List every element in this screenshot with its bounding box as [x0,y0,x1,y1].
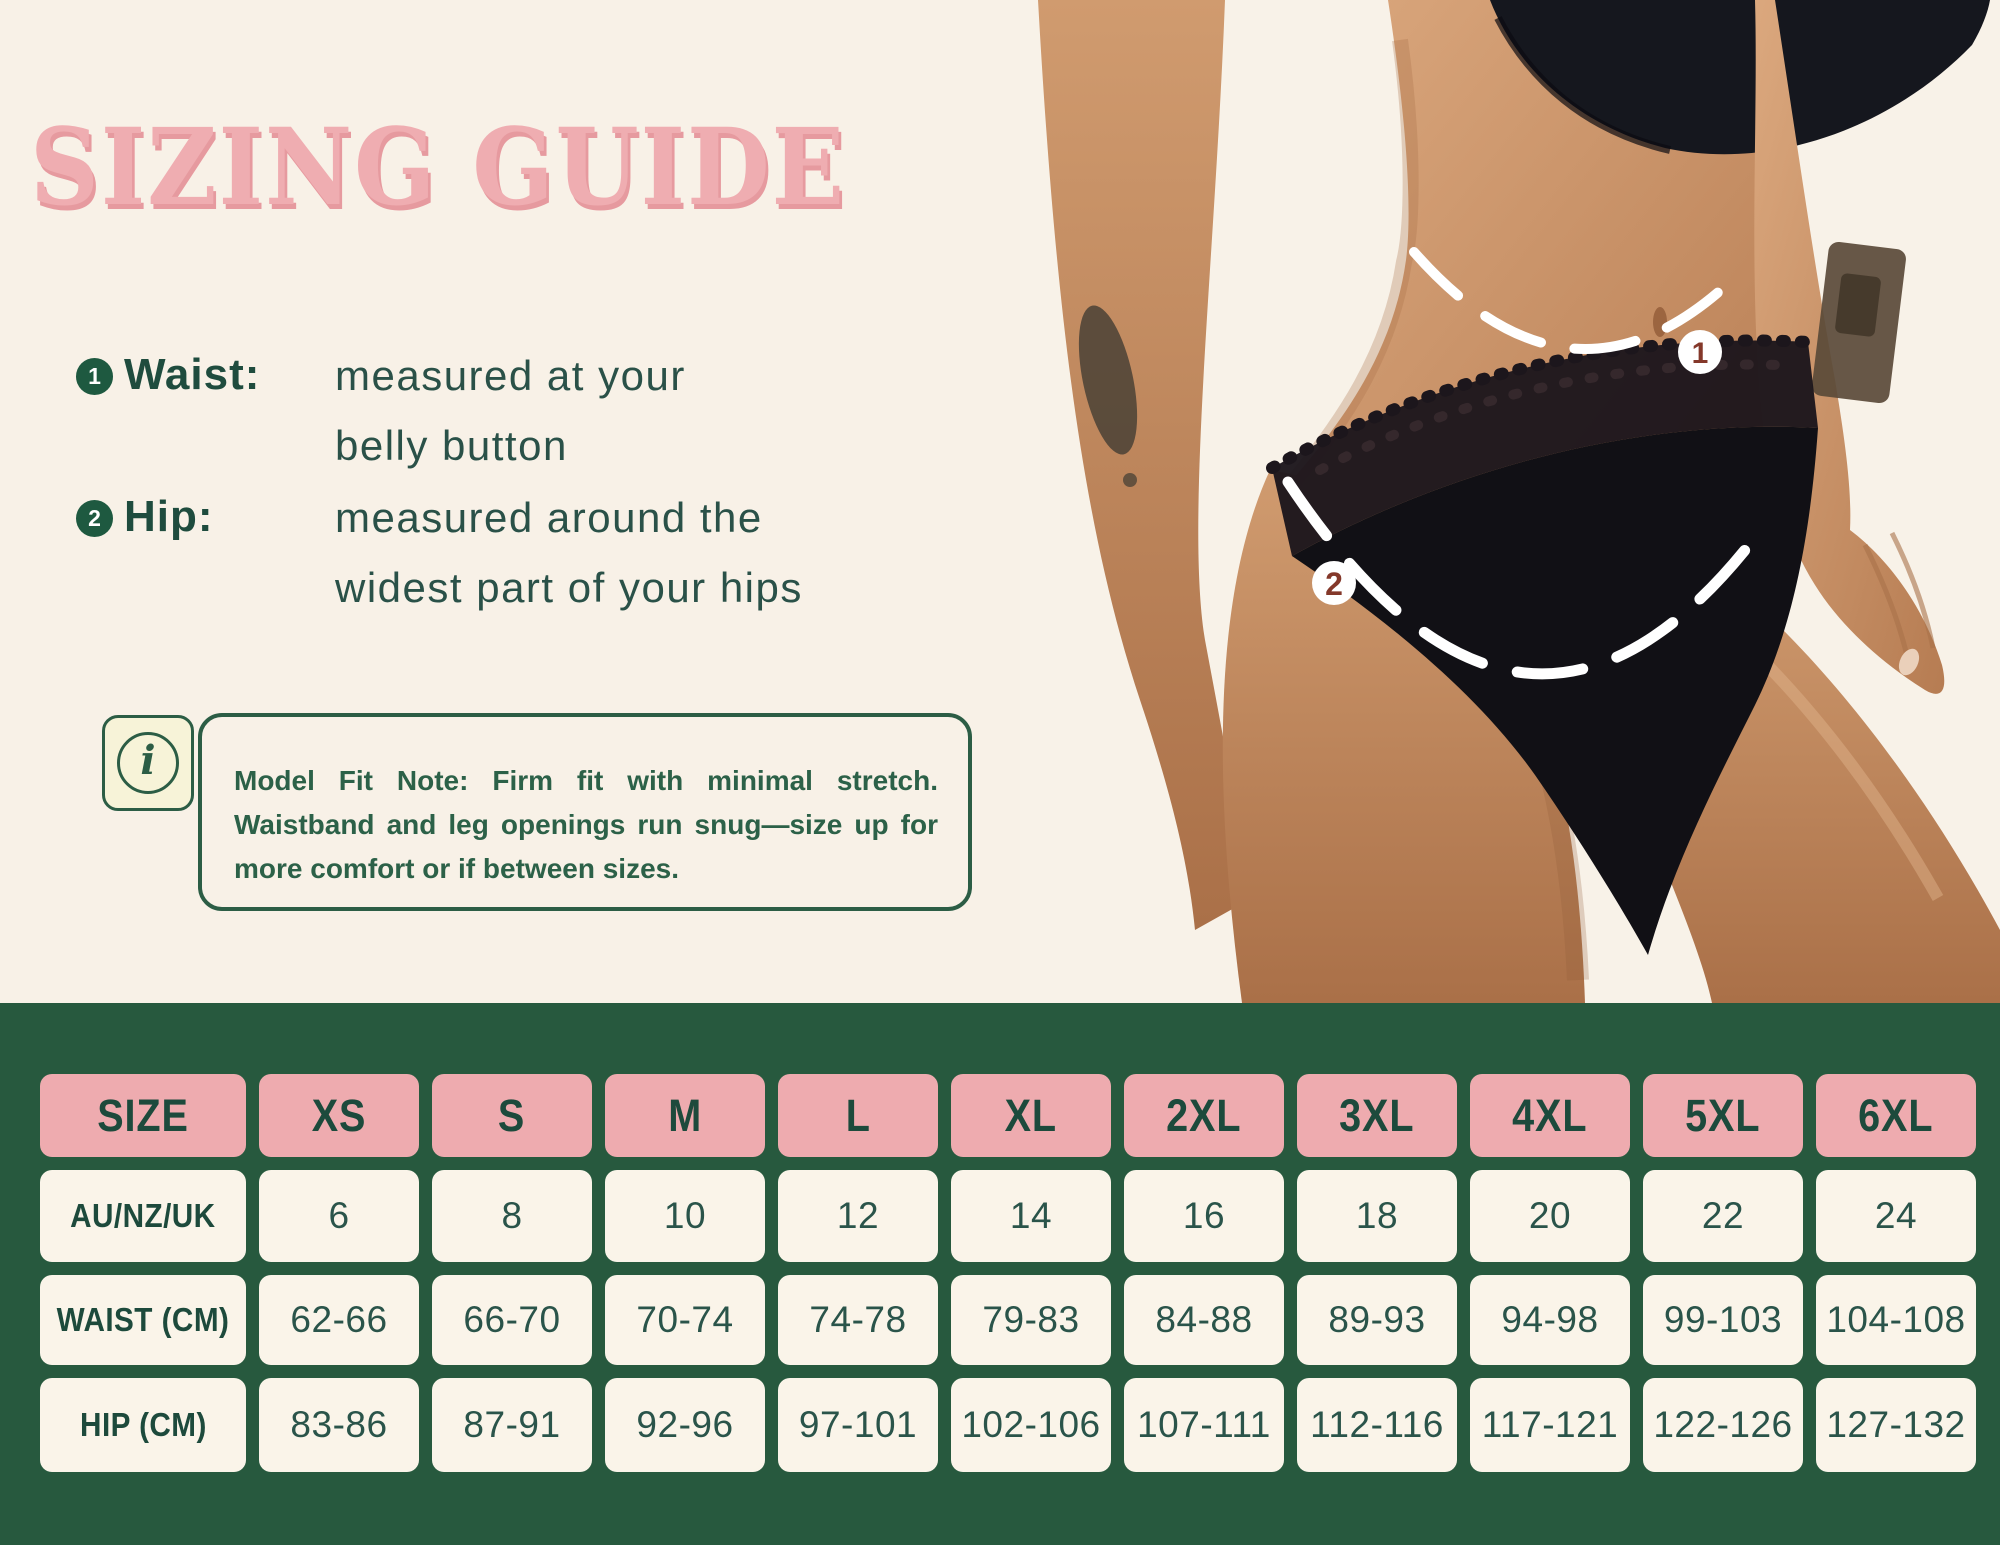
cell-value: 94-98 [1501,1299,1599,1340]
fit-note-text: Model Fit Note: Firm fit with minimal stretch. Waistband and leg openings run snug—size up for more comfort or if between sizes. [234,765,938,884]
cell-value: 117-121 [1481,1404,1619,1445]
header-label: 4XL [1512,1089,1588,1141]
header-label: SIZE [97,1089,189,1141]
table-cell [432,1275,592,1365]
hip-marker-number: 2 [1325,566,1343,602]
table-cell [1124,1170,1284,1262]
header-label: XL [1004,1089,1058,1141]
header-label: XS [311,1089,367,1141]
cell-value: 104-108 [1826,1299,1966,1340]
table-cell [1124,1275,1284,1365]
table-header-size [40,1074,246,1157]
table-cell [432,1170,592,1262]
info-icon-glyph: i [117,732,179,794]
header-label: 2XL [1166,1089,1242,1141]
size-table-panel [0,1003,2000,1545]
row-label-au-nz-uk [40,1170,246,1262]
table-cell [951,1378,1111,1472]
waist-label: Waist: [124,350,261,399]
cell-value: 66-70 [463,1299,561,1340]
header-label: M [668,1089,702,1141]
waist-marker-number: 1 [1691,337,1709,370]
table-header-m [605,1074,765,1157]
cell-value: 83-86 [290,1404,388,1445]
cell-value: 89-93 [1328,1299,1426,1340]
table-cell [1297,1275,1457,1365]
cell-value: 122-126 [1653,1404,1793,1445]
table-cell [1816,1275,1976,1365]
cell-value: 92-96 [636,1404,734,1445]
waist-number-badge [76,358,113,395]
row-label-waist-cm [40,1275,246,1365]
cell-value: 70-74 [636,1299,734,1340]
cell-value: 127-132 [1826,1404,1966,1445]
table-cell [1643,1170,1803,1262]
waist-marker [1678,330,1722,374]
table-cell [259,1170,419,1262]
hip-number-badge [76,500,113,537]
table-cell [605,1170,765,1262]
cell-value: 8 [501,1195,523,1236]
waist-number: 1 [88,363,101,389]
cell-value: 24 [1874,1195,1918,1236]
hip-desc-line2: widest part of your hips [335,564,803,611]
table-cell [605,1378,765,1472]
cell-value: 102-106 [961,1404,1101,1445]
table-cell [1643,1275,1803,1365]
header-label: L [845,1089,871,1141]
header-label: 6XL [1858,1089,1934,1141]
table-cell [259,1275,419,1365]
table-cell [1124,1378,1284,1472]
cell-value: 112-116 [1310,1404,1444,1445]
cell-value: 16 [1182,1195,1226,1236]
hip-label: Hip: [124,492,214,541]
cell-value: 97-101 [798,1404,918,1445]
belly-button [1653,307,1667,337]
right-arm-tattoo-detail [1834,273,1881,337]
row-label-hip-cm [40,1378,246,1472]
hip-marker [1312,561,1356,605]
cell-value: 62-66 [290,1299,388,1340]
table-header-s [432,1074,592,1157]
row-label: HIP (CM) [79,1406,207,1443]
table-header-4xl [1470,1074,1630,1157]
cell-value: 14 [1009,1195,1053,1236]
row-label: WAIST (CM) [56,1301,230,1338]
cell-value: 18 [1355,1195,1399,1236]
left-arm-tattoo-dot [1123,473,1137,487]
waist-desc-line2: belly button [335,422,568,469]
fit-note-box [198,713,972,911]
cell-value: 87-91 [463,1404,561,1445]
table-cell [1816,1170,1976,1262]
cell-value: 6 [328,1195,350,1236]
cell-value: 99-103 [1663,1299,1783,1340]
table-cell [778,1275,938,1365]
header-label: S [498,1089,526,1141]
table-cell [951,1275,1111,1365]
cell-value: 20 [1528,1195,1572,1236]
size-table [40,1074,1976,1472]
table-header-xl [951,1074,1111,1157]
table-header-5xl [1643,1074,1803,1157]
cell-value: 107-111 [1137,1404,1271,1445]
table-cell [778,1378,938,1472]
cell-value: 10 [663,1195,707,1236]
cell-value: 74-78 [809,1299,907,1340]
waist-desc-line1: measured at your [335,352,686,399]
table-cell [432,1378,592,1472]
table-cell [1643,1378,1803,1472]
table-cell [778,1170,938,1262]
cell-value: 79-83 [982,1299,1080,1340]
header-label: 3XL [1339,1089,1415,1141]
hip-desc-line1: measured around the [335,494,763,541]
row-label: AU/NZ/UK [70,1197,216,1234]
info-icon [102,715,194,811]
table-cell [1470,1378,1630,1472]
table-header-3xl [1297,1074,1457,1157]
table-cell [951,1170,1111,1262]
model-photo [1020,0,2000,1003]
table-header-6xl [1816,1074,1976,1157]
table-cell [1470,1170,1630,1262]
table-cell [1816,1378,1976,1472]
cell-value: 12 [836,1195,880,1236]
page-title: SIZING GUIDE [30,104,847,229]
hip-number: 2 [88,505,101,531]
cell-value: 84-88 [1155,1299,1253,1340]
table-cell [605,1275,765,1365]
table-header-l [778,1074,938,1157]
table-cell [1297,1378,1457,1472]
table-cell [259,1378,419,1472]
cell-value: 22 [1701,1195,1745,1236]
table-cell [1297,1170,1457,1262]
table-header-xs [259,1074,419,1157]
header-label: 5XL [1685,1089,1761,1141]
table-cell [1470,1275,1630,1365]
table-header-2xl [1124,1074,1284,1157]
